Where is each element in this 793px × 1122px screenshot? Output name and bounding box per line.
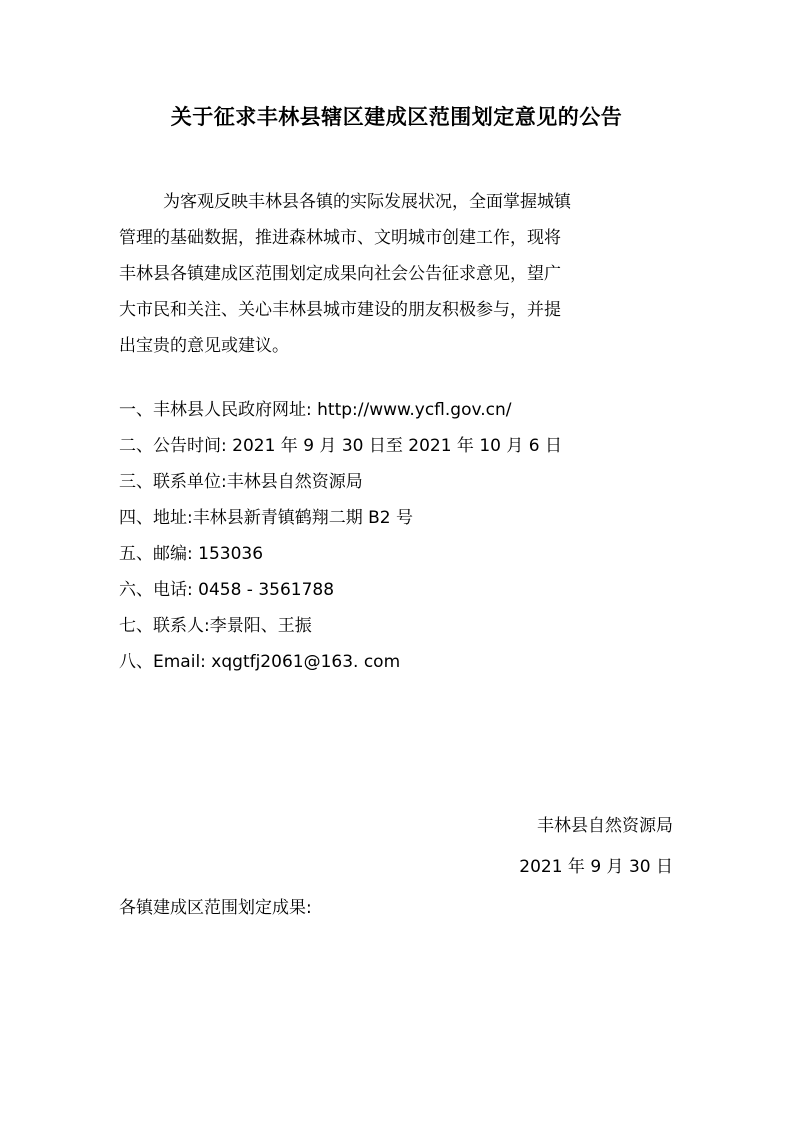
signature-organization: 丰林县自然资源局	[537, 816, 673, 836]
item-phone: 六、电话: 0458 - 3561788	[119, 580, 335, 600]
page-title: 关于征求丰林县辖区建成区范围划定意见的公告	[170, 104, 623, 129]
item-postcode: 五、邮编: 153036	[119, 544, 264, 564]
intro-line: 丰林县各镇建成区范围划定成果向社会公告征求意见，望广	[119, 264, 561, 284]
notice-item-list	[119, 398, 679, 686]
intro-line: 管理的基础数据，推进森林城市、文明城市创建工作，现将	[119, 228, 561, 248]
intro-line: 为客观反映丰林县各镇的实际发展状况，全面掌握城镇	[163, 192, 571, 212]
intro-line: 大市民和关注、关心丰林县城市建设的朋友积极参与，并提	[119, 300, 561, 320]
item-address: 四、地址:丰林县新青镇鹤翔二期 B2 号	[119, 508, 414, 528]
results-label: 各镇建成区范围划定成果:	[119, 898, 312, 918]
signature-date: 2021 年 9 月 30 日	[519, 857, 673, 877]
item-website: 一、丰林县人民政府网址: http://www.ycfl.gov.cn/	[119, 400, 512, 420]
item-notice-period: 二、公告时间: 2021 年 9 月 30 日至 2021 年 10 月 6 日	[119, 436, 562, 456]
intro-paragraph	[119, 188, 679, 368]
item-contact-unit: 三、联系单位:丰林县自然资源局	[119, 472, 363, 492]
item-contact-person: 七、联系人:李景阳、王振	[119, 616, 312, 636]
intro-line: 出宝贵的意见或建议。	[119, 336, 289, 356]
item-email: 八、Email: xqgtfj2061@163. com	[119, 652, 401, 672]
